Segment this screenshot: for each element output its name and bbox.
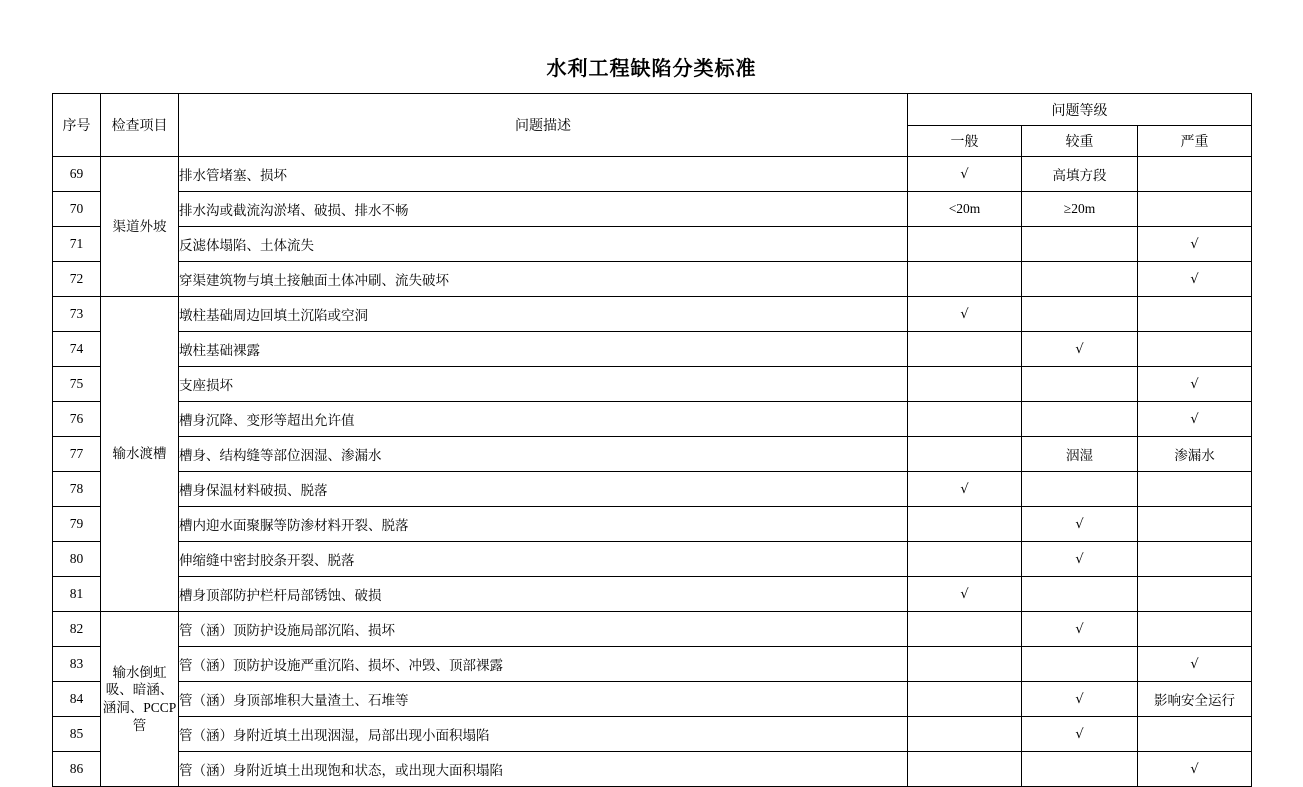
table-row — [53, 192, 1252, 227]
cell-grade-heavier — [1022, 402, 1138, 437]
cell-grade-normal — [908, 647, 1022, 682]
cell-grade-normal — [908, 682, 1022, 717]
cell-grade-heavier: 高填方段 — [1022, 157, 1138, 192]
cell-item-group: 渠道外坡 — [101, 157, 179, 297]
cell-description: 反滤体塌陷、土体流失 — [179, 227, 908, 262]
cell-grade-severe — [1138, 717, 1252, 752]
page-title: 水利工程缺陷分类标准 — [546, 58, 757, 80]
cell-grade-severe: √ — [1138, 647, 1252, 682]
cell-number: 81 — [53, 577, 101, 612]
cell-grade-severe: √ — [1138, 367, 1252, 402]
cell-grade-heavier: ≥20m — [1022, 192, 1138, 227]
cell-grade-heavier: √ — [1022, 542, 1138, 577]
cell-grade-normal — [908, 752, 1022, 787]
column-header-grade-severe: 严重 — [1138, 126, 1252, 157]
cell-grade-severe: √ — [1138, 262, 1252, 297]
cell-grade-heavier: √ — [1022, 682, 1138, 717]
cell-description: 管（涵）顶防护设施局部沉陷、损坏 — [179, 612, 908, 647]
cell-grade-heavier — [1022, 227, 1138, 262]
cell-grade-heavier: 洇湿 — [1022, 437, 1138, 472]
defect-classification-table — [52, 93, 1252, 787]
cell-grade-normal: √ — [908, 577, 1022, 612]
cell-number: 70 — [53, 192, 101, 227]
cell-number: 78 — [53, 472, 101, 507]
column-header-item: 检查项目 — [101, 94, 179, 157]
table-row — [53, 297, 1252, 332]
table-row — [53, 262, 1252, 297]
table-body — [53, 157, 1252, 787]
cell-grade-heavier — [1022, 647, 1138, 682]
cell-grade-heavier: √ — [1022, 717, 1138, 752]
cell-description: 排水沟或截流沟淤堵、破损、排水不畅 — [179, 192, 908, 227]
column-header-grade-normal: 一般 — [908, 126, 1022, 157]
cell-grade-heavier — [1022, 752, 1138, 787]
cell-description: 管（涵）身顶部堆积大量渣土、石堆等 — [179, 682, 908, 717]
cell-description: 穿渠建筑物与填土接触面土体冲刷、流失破坏 — [179, 262, 908, 297]
cell-grade-severe — [1138, 297, 1252, 332]
cell-grade-severe — [1138, 577, 1252, 612]
cell-description: 槽内迎水面聚脲等防渗材料开裂、脱落 — [179, 507, 908, 542]
cell-number: 69 — [53, 157, 101, 192]
table-row — [53, 682, 1252, 717]
table-row — [53, 332, 1252, 367]
cell-number: 73 — [53, 297, 101, 332]
cell-number: 76 — [53, 402, 101, 437]
cell-description: 槽身沉降、变形等超出允许值 — [179, 402, 908, 437]
table-header — [53, 94, 1252, 157]
cell-number: 83 — [53, 647, 101, 682]
cell-item-group: 输水渡槽 — [101, 297, 179, 612]
table-row — [53, 472, 1252, 507]
cell-grade-normal — [908, 332, 1022, 367]
table-row — [53, 752, 1252, 787]
table-row — [53, 227, 1252, 262]
column-header-grade-group: 问题等级 — [908, 94, 1252, 126]
cell-grade-heavier: √ — [1022, 332, 1138, 367]
cell-grade-severe: 影响安全运行 — [1138, 682, 1252, 717]
cell-grade-severe — [1138, 612, 1252, 647]
table-row — [53, 717, 1252, 752]
column-header-grade-heavier: 较重 — [1022, 126, 1138, 157]
cell-number: 72 — [53, 262, 101, 297]
cell-description: 墩柱基础裸露 — [179, 332, 908, 367]
cell-number: 79 — [53, 507, 101, 542]
cell-number: 77 — [53, 437, 101, 472]
cell-grade-normal — [908, 262, 1022, 297]
cell-grade-heavier: √ — [1022, 507, 1138, 542]
cell-grade-severe — [1138, 542, 1252, 577]
cell-description: 管（涵）身附近填土出现饱和状态，或出现大面积塌陷 — [179, 752, 908, 787]
cell-number: 84 — [53, 682, 101, 717]
cell-item-group: 输水倒虹吸、暗涵、涵洞、PCCP管 — [101, 612, 179, 787]
cell-grade-normal: √ — [908, 472, 1022, 507]
table-row — [53, 577, 1252, 612]
cell-grade-normal — [908, 542, 1022, 577]
header-row-1 — [53, 94, 1252, 126]
cell-description: 槽身顶部防护栏杆局部锈蚀、破损 — [179, 577, 908, 612]
cell-number: 86 — [53, 752, 101, 787]
cell-description: 槽身、结构缝等部位洇湿、渗漏水 — [179, 437, 908, 472]
cell-grade-heavier — [1022, 367, 1138, 402]
cell-number: 74 — [53, 332, 101, 367]
cell-grade-severe — [1138, 332, 1252, 367]
cell-description: 管（涵）顶防护设施严重沉陷、损坏、冲毁、顶部裸露 — [179, 647, 908, 682]
table-row — [53, 507, 1252, 542]
cell-number: 80 — [53, 542, 101, 577]
table-row — [53, 402, 1252, 437]
cell-number: 85 — [53, 717, 101, 752]
cell-grade-normal — [908, 402, 1022, 437]
cell-grade-heavier — [1022, 577, 1138, 612]
cell-number: 71 — [53, 227, 101, 262]
cell-description: 管（涵）身附近填土出现洇湿，局部出现小面积塌陷 — [179, 717, 908, 752]
cell-grade-heavier — [1022, 472, 1138, 507]
cell-grade-severe — [1138, 507, 1252, 542]
column-header-description: 问题描述 — [179, 94, 908, 157]
cell-grade-severe: √ — [1138, 402, 1252, 437]
cell-grade-normal: <20m — [908, 192, 1022, 227]
cell-grade-normal — [908, 612, 1022, 647]
cell-grade-normal: √ — [908, 157, 1022, 192]
table-row — [53, 612, 1252, 647]
cell-description: 墩柱基础周边回填土沉陷或空洞 — [179, 297, 908, 332]
cell-grade-normal — [908, 717, 1022, 752]
cell-grade-normal: √ — [908, 297, 1022, 332]
cell-grade-severe: √ — [1138, 227, 1252, 262]
cell-grade-severe — [1138, 157, 1252, 192]
column-header-number: 序号 — [53, 94, 101, 157]
cell-grade-heavier — [1022, 297, 1138, 332]
cell-grade-severe — [1138, 472, 1252, 507]
cell-grade-normal — [908, 507, 1022, 542]
cell-grade-severe: √ — [1138, 752, 1252, 787]
table-row — [53, 157, 1252, 192]
cell-number: 75 — [53, 367, 101, 402]
table-container — [0, 93, 1303, 787]
cell-grade-heavier: √ — [1022, 612, 1138, 647]
cell-grade-heavier — [1022, 262, 1138, 297]
table-row — [53, 647, 1252, 682]
table-row — [53, 542, 1252, 577]
cell-grade-severe: 渗漏水 — [1138, 437, 1252, 472]
cell-grade-normal — [908, 367, 1022, 402]
cell-description: 伸缩缝中密封胶条开裂、脱落 — [179, 542, 908, 577]
cell-description: 槽身保温材料破损、脱落 — [179, 472, 908, 507]
cell-grade-normal — [908, 437, 1022, 472]
cell-description: 排水管堵塞、损坏 — [179, 157, 908, 192]
cell-grade-severe — [1138, 192, 1252, 227]
cell-grade-normal — [908, 227, 1022, 262]
table-row — [53, 367, 1252, 402]
cell-number: 82 — [53, 612, 101, 647]
table-row — [53, 437, 1252, 472]
cell-description: 支座损坏 — [179, 367, 908, 402]
